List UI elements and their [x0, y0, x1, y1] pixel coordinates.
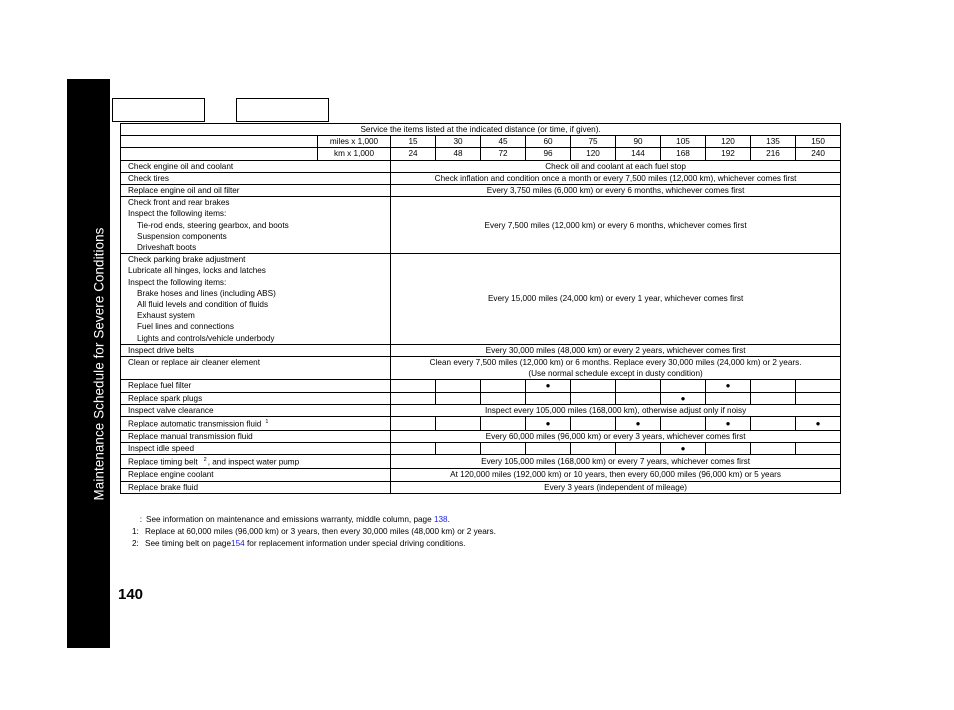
service-dot: ● — [796, 417, 841, 431]
interval-text: Check oil and coolant at each fuel stop — [391, 160, 841, 172]
item-subline: Exhaust system — [137, 311, 195, 321]
interval-text: Every 3,750 miles (6,000 km) or every 6 months, whichever comes first — [391, 185, 841, 197]
footnote-mark: : — [139, 515, 142, 524]
page-link-138[interactable]: 138 — [433, 515, 448, 524]
table-row — [121, 197, 841, 254]
miles-cell: 75 — [571, 136, 616, 148]
footnote-text: for replacement information under special driving conditions. — [246, 539, 466, 549]
item-label: Replace brake fluid — [121, 481, 391, 493]
service-dot: ● — [616, 417, 661, 431]
table-row — [121, 160, 841, 172]
miles-cell: 15 — [391, 136, 436, 148]
item-label — [121, 197, 391, 254]
service-dot: ● — [526, 417, 571, 431]
page-link-154[interactable]: 154 — [231, 539, 245, 549]
table-row — [121, 455, 841, 469]
interval-text: Every 3 years (independent of mileage) — [391, 481, 841, 493]
table-row — [121, 392, 841, 404]
item-label: Inspect valve clearance — [121, 404, 391, 416]
table-row — [121, 443, 841, 455]
item-label: Replace spark plugs — [121, 392, 391, 404]
km-row — [121, 148, 841, 160]
interval-text: Every 7,500 miles (12,000 km) or every 6 months, whichever comes first — [391, 197, 841, 254]
km-cell: 168 — [661, 148, 706, 160]
table-row — [121, 481, 841, 493]
header-note: Service the items listed at the indicated distance (or time, if given). — [121, 124, 841, 136]
km-cell: 192 — [706, 148, 751, 160]
miles-label: miles x 1,000 — [318, 136, 391, 148]
item-label: Clean or replace air cleaner element — [121, 357, 391, 380]
item-line: Check front and rear brakes — [128, 198, 230, 208]
item-label — [121, 254, 391, 345]
interval-text — [391, 357, 841, 380]
km-cell: 24 — [391, 148, 436, 160]
item-label: Replace engine oil and oil filter — [121, 185, 391, 197]
footnote-1 — [132, 526, 496, 538]
item-text: , and inspect water pump — [207, 458, 300, 468]
footnote-mark: 1: — [132, 527, 139, 537]
table-row — [121, 404, 841, 416]
item-subline: Suspension components — [137, 231, 227, 241]
table-row — [121, 185, 841, 197]
service-dot: ● — [661, 392, 706, 404]
miles-row — [121, 136, 841, 148]
interval-text: At 120,000 miles (192,000 km) or 10 years, then every 60,000 miles (96,000 km) or 5 years — [391, 469, 841, 481]
miles-cell: 60 — [526, 136, 571, 148]
km-cell: 216 — [751, 148, 796, 160]
item-label: Replace fuel filter — [121, 380, 391, 392]
item-label: Inspect drive belts — [121, 344, 391, 356]
service-dot: ● — [526, 380, 571, 392]
table-row — [121, 357, 841, 380]
table-row — [121, 172, 841, 184]
table-row — [121, 431, 841, 443]
table-row — [121, 469, 841, 481]
item-label — [121, 455, 391, 469]
interval-text: Inspect every 105,000 miles (168,000 km), otherwise adjust only if noisy — [391, 404, 841, 416]
table-header-row — [121, 124, 841, 136]
interval-text: Every 105,000 miles (168,000 km) or every 7 years, whichever comes first — [391, 455, 841, 469]
table-row — [121, 344, 841, 356]
miles-cell: 90 — [616, 136, 661, 148]
miles-cell: 120 — [706, 136, 751, 148]
item-label: Check tires — [121, 172, 391, 184]
item-subline: Driveshaft boots — [137, 243, 197, 253]
item-line: Inspect the following items: — [128, 277, 227, 287]
page-number: 140 — [118, 586, 144, 603]
km-label: km x 1,000 — [318, 148, 391, 160]
interval-line: (Use normal schedule except in dusty condition) — [528, 369, 703, 379]
footnote-text: . — [447, 515, 450, 524]
footnotes — [132, 514, 496, 551]
footnote-marker: 2 — [203, 457, 207, 464]
table-row — [121, 380, 841, 392]
item-line: Lubricate all hinges, locks and latches — [128, 266, 266, 276]
miles-cell: 150 — [796, 136, 841, 148]
footnote-text: Replace at 60,000 miles (96,000 km) or 3 years, then every 30,000 miles (48,000 km) or 2 years. — [145, 527, 496, 537]
item-line: Inspect the following items: — [128, 209, 227, 219]
interval-text: Check inflation and condition once a month or every 7,500 miles (12,000 km), whichever comes first — [391, 172, 841, 184]
km-cell: 144 — [616, 148, 661, 160]
item-label — [121, 417, 391, 431]
item-line: Check parking brake adjustment — [128, 255, 246, 265]
service-dot: ● — [706, 380, 751, 392]
footnote-text: See information on maintenance and emissions warranty, middle column, page — [146, 515, 432, 524]
item-label: Check engine oil and coolant — [121, 160, 391, 172]
km-cell: 120 — [571, 148, 616, 160]
section-title: Maintenance Schedule for Severe Conditions — [91, 227, 107, 501]
interval-text: Every 60,000 miles (96,000 km) or every 3 years, whichever comes first — [391, 431, 841, 443]
item-text: Replace automatic transmission fluid — [128, 419, 262, 429]
miles-cell: 30 — [436, 136, 481, 148]
km-cell: 72 — [481, 148, 526, 160]
item-subline: Fuel lines and connections — [137, 322, 234, 332]
footnote-2 — [132, 538, 496, 550]
item-subline: Tie-rod ends, steering gearbox, and boots — [137, 220, 289, 230]
item-text: Replace timing belt — [128, 458, 198, 468]
maintenance-schedule-table — [120, 123, 841, 494]
footnote-mark: 2: — [132, 539, 139, 549]
interval-text: Every 15,000 miles (24,000 km) or every 1 year, whichever comes first — [391, 254, 841, 345]
service-dot: ● — [706, 417, 751, 431]
interval-text: Every 30,000 miles (48,000 km) or every 2 years, whichever comes first — [391, 344, 841, 356]
miles-cell: 135 — [751, 136, 796, 148]
footnote-warranty — [132, 514, 496, 526]
km-cell: 240 — [796, 148, 841, 160]
miles-cell: 105 — [661, 136, 706, 148]
service-dot: ● — [661, 443, 706, 455]
footnote-text: See timing belt on page — [145, 539, 232, 549]
item-subline: All fluid levels and condition of fluids — [137, 300, 269, 310]
item-label: Replace manual transmission fluid — [121, 431, 391, 443]
item-subline: Brake hoses and lines (including ABS) — [137, 288, 276, 298]
header-box-right — [236, 98, 329, 122]
interval-line: Clean every 7,500 miles (12,000 km) or 6 months. Replace every 30,000 miles (24,000 km) or 2 years. — [429, 358, 802, 368]
header-box-left — [112, 98, 205, 122]
table-row — [121, 254, 841, 345]
footnote-marker: 1 — [265, 419, 269, 426]
km-cell: 48 — [436, 148, 481, 160]
km-cell: 96 — [526, 148, 571, 160]
item-subline: Lights and controls/vehicle underbody — [137, 333, 275, 343]
item-label: Inspect idle speed — [121, 443, 391, 455]
miles-cell: 45 — [481, 136, 526, 148]
item-label: Replace engine coolant — [121, 469, 391, 481]
table-row — [121, 417, 841, 431]
